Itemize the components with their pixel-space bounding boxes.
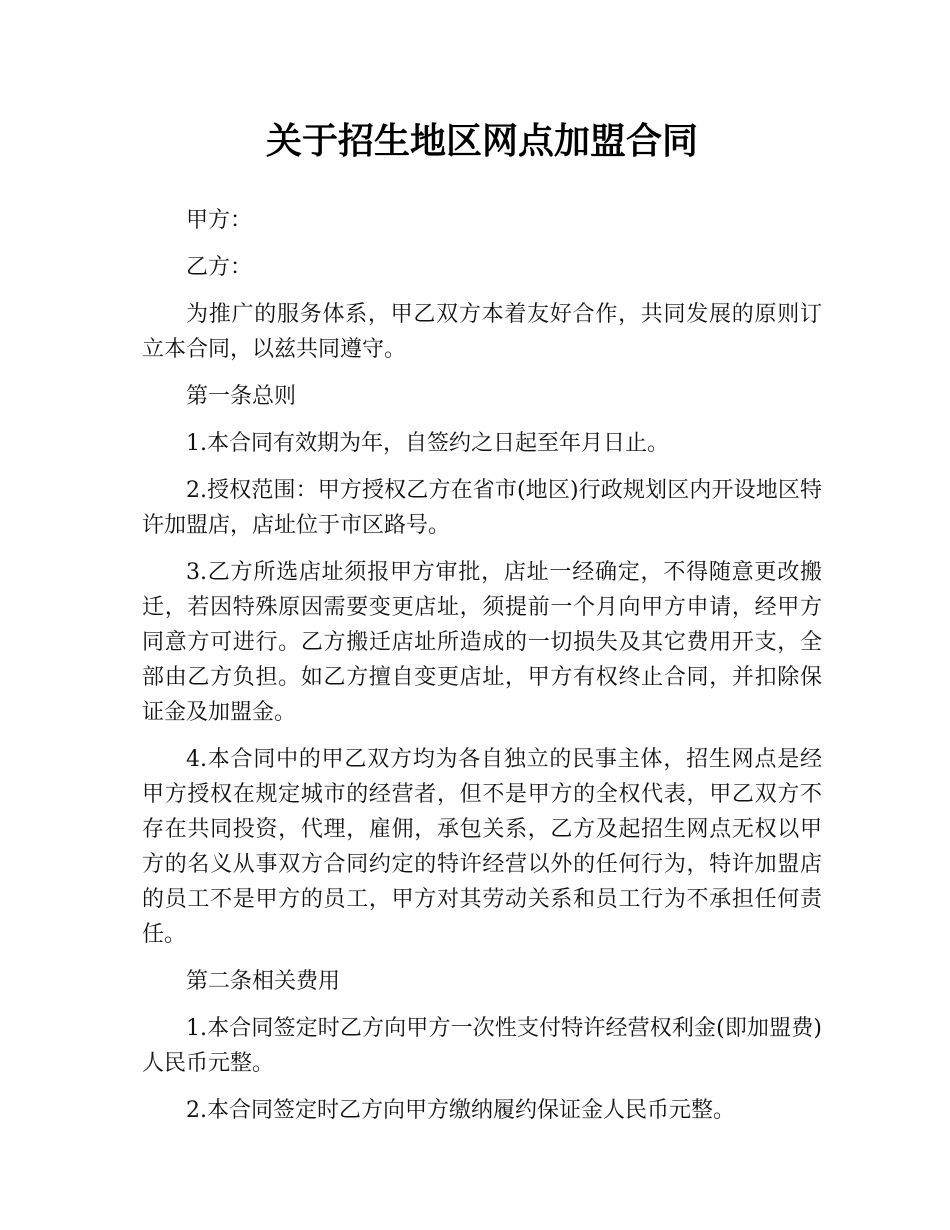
article-2-clause-1: 1.本合同签定时乙方向甲方一次性支付特许经营权利金(即加盟费)人民币元整。 [142,1016,822,1076]
preamble-paragraph: 为推广的服务体系，甲乙双方本着友好合作，共同发展的原则订立本合同，以兹共同遵守。 [142,302,822,362]
article-1-clause-4: 4.本合同中的甲乙双方均为各自独立的民事主体，招生网点是经甲方授权在规定城市的经营者，但不是甲方的全权代表，甲乙双方不存在共同投资，代理，雇佣，承包关系，乙方及起招生网点无权以甲方的名义从事双方合同约定的特许经营以外的任何行为，特许加盟店的员工不是甲方的员工，甲方对其劳动关系和员工行为不承担任何责任。 [142,747,822,947]
article-2-clause-2: 2.本合同签定时乙方向甲方缴纳履约保证金人民币元整。 [186,1098,735,1123]
party-b-line: 乙方： [186,255,253,280]
document-title: 关于招生地区网点加盟合同 [265,121,698,162]
article-1-clause-1: 1.本合同有效期为年，自签约之日起至年月日止。 [186,431,669,456]
article-2-heading: 第二条相关费用 [186,969,341,994]
article-1-clause-2: 2.授权范围：甲方授权乙方在省市(地区)行政规划区内开设地区特许加盟店，店址位于市区路号。 [142,478,822,538]
article-1-clause-3: 3.乙方所选店址须报甲方审批，店址一经确定，不得随意更改搬迁，若因特殊原因需要变更店址，须提前一个月向甲方申请，经甲方同意方可进行。乙方搬迁店址所造成的一切损失及其它费用开支，全部由乙方负担。如乙方擅自变更店址，甲方有权终止合同，并扣除保证金及加盟金。 [142,560,822,725]
document-body [142,203,822,1140]
article-1-heading: 第一条总则 [186,384,297,409]
party-a-line: 甲方： [186,208,253,233]
